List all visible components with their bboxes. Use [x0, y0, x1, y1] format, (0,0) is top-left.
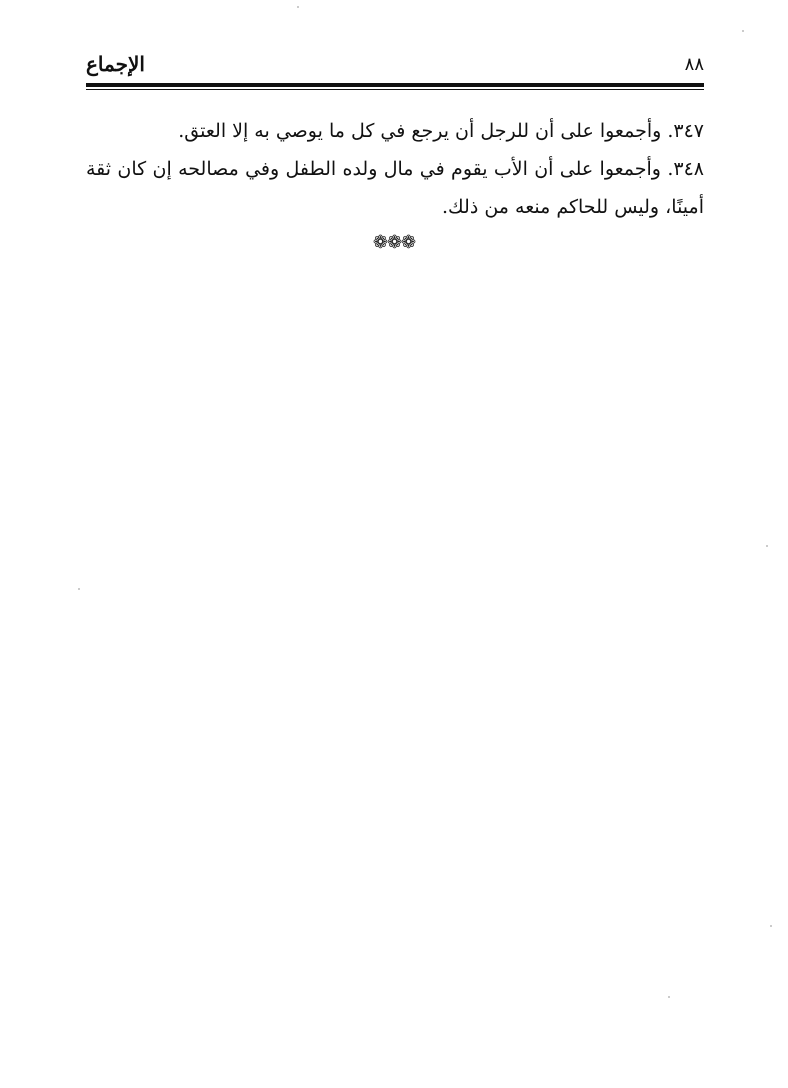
- scan-speck: [297, 6, 299, 8]
- running-title: الإجماع: [86, 52, 145, 76]
- section-end-ornament: ❁❁❁: [372, 232, 416, 253]
- scan-speck: [668, 996, 670, 998]
- page-header: [86, 50, 704, 84]
- header-rule-thick: [86, 83, 704, 87]
- scan-speck: [742, 30, 744, 32]
- page-number: ٨٨: [684, 54, 704, 75]
- paragraph-348: [86, 150, 704, 226]
- paragraph-text: وأجمعوا على أن الأب يقوم في مال ولده الطفل وفي مصالحه إن كان ثقة أمينًا، وليس للحاكم منعه من ذلك.: [86, 158, 704, 218]
- paragraph-347: [86, 112, 704, 150]
- paragraph-number: ٣٤٨.: [667, 158, 704, 180]
- scan-speck: [78, 588, 80, 590]
- body-text: [86, 112, 704, 226]
- paragraph-text: وأجمعوا على أن للرجل أن يرجع في كل ما يوصي به إلا العتق.: [178, 120, 662, 142]
- paragraph-number: ٣٤٧.: [667, 120, 704, 142]
- scan-speck: [766, 545, 768, 547]
- scan-speck: [770, 925, 772, 927]
- header-rule-thin: [86, 89, 704, 90]
